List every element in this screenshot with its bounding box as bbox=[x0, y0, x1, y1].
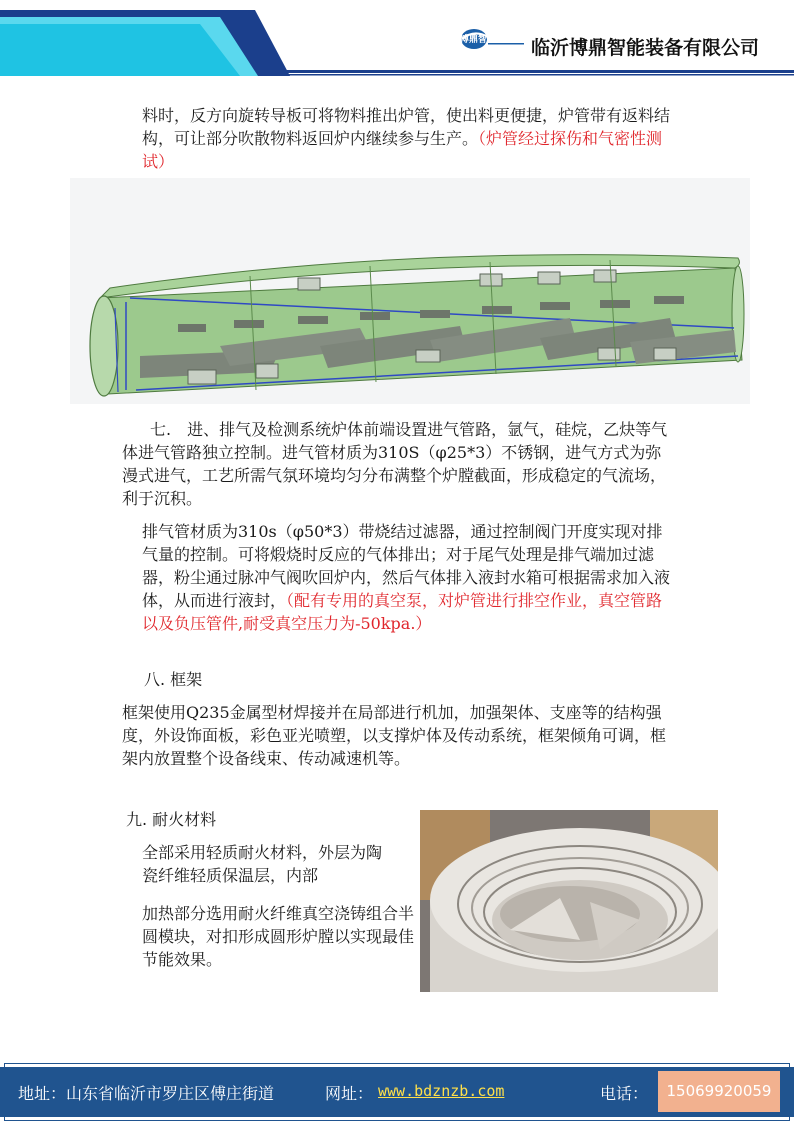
section7-exhaust-paragraph bbox=[142, 520, 677, 635]
refractory-material-photo bbox=[420, 810, 718, 992]
footer-phone-label: 电话： bbox=[600, 1084, 649, 1103]
company-name: 临沂博鼎智能装备有限公司 bbox=[531, 37, 760, 59]
footer-website-link[interactable]: www.bdznzb.com bbox=[378, 1082, 505, 1100]
page-header bbox=[0, 0, 794, 80]
section9-heading: 九. 耐火材料 bbox=[126, 810, 217, 829]
intro-paragraph bbox=[142, 104, 677, 173]
company-logo bbox=[458, 25, 524, 55]
footer-phone-number: 15069920059 bbox=[658, 1071, 780, 1112]
section7-paragraph: 七. 进、排气及检测系统炉体前端设置进气管路，氩气，硅烷，乙炔等气体进气管路独立控制。进气管材质为310S（φ25*3）不锈钢，进气方式为弥漫式进气，工艺所需气氛环境均匀分布满整个炉膛截面，形成稳定的气流场，利于沉积。 bbox=[122, 420, 668, 508]
intro-text: 料时，反方向旋转导板可将物料推出炉管，使出料更便捷，炉管带有返料结构，可让部分吹散物料返回炉内继续参与生产。 bbox=[142, 106, 671, 148]
section8-heading: 八. 框架 bbox=[144, 670, 203, 689]
furnace-tube-drawing bbox=[70, 178, 750, 404]
exhaust-red-note: （配有专用的真空泵，对炉管进行排空作业，真空管路以及负压管件,耐受真空压力为-50kpa.） bbox=[142, 591, 663, 633]
furnace-tube-model-image bbox=[70, 178, 750, 404]
section9-paragraph-2: 加热部分选用耐火纤维真空浇铸组合半圆模块，对扣形成圆形炉膛以实现最佳节能效果。 bbox=[142, 904, 415, 969]
refractory-photo-drawing bbox=[420, 810, 718, 992]
logo-text: 博鼎智能 bbox=[460, 35, 497, 45]
intro-red-note: （炉管经过探伤和气密性测试） bbox=[142, 129, 663, 171]
section8-paragraph: 框架使用Q235金属型材焊接并在局部进行机加，加强架体、支座等的结构强度，外设饰面板，彩色亚光喷塑，以支撑炉体及传动系统，框架倾角可调，框架内放置整个设备线束、传动减速机等。 bbox=[122, 703, 667, 768]
footer-address: 地址：山东省临沂市罗庄区傅庄街道 bbox=[18, 1084, 275, 1103]
footer-website-label: 网址： bbox=[325, 1084, 374, 1103]
exhaust-text: 排气管材质为310s（φ50*3）带烧结过滤器，通过控制阀门开度实现对排气量的控制。可将煅烧时反应的气体排出；对于尾气处理是排气端加过滤器，粉尘通过脉冲气阀吹回炉内，然后气体排入液封水箱可根据需求加入液体，从而进行液封， bbox=[142, 522, 671, 610]
section9-paragraph-1: 全部采用轻质耐火材料，外层为陶瓷纤维轻质保温层，内部 bbox=[142, 843, 383, 885]
